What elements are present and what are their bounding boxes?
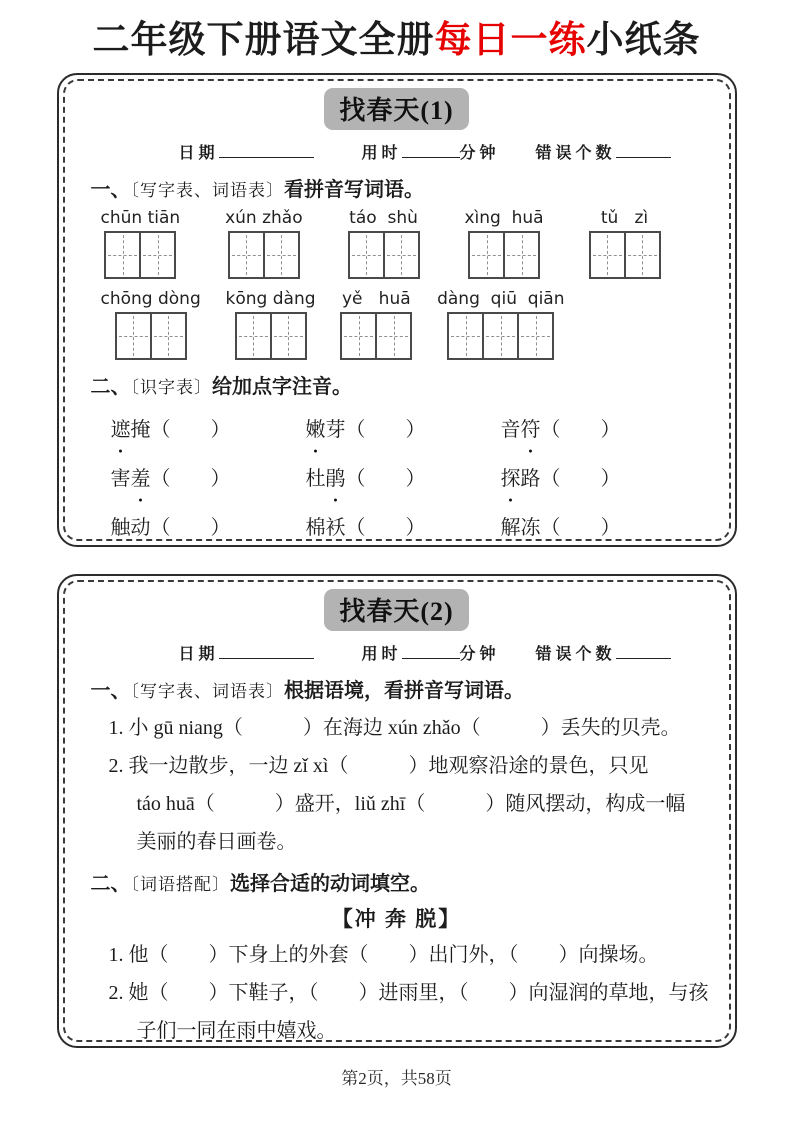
- pinyin-label: dàng qiū qiān: [437, 288, 565, 309]
- character: 动: [130, 516, 151, 539]
- tianzige-cell: [150, 312, 187, 360]
- sentence-line: 2. 我一边散步，一边 zǐ xì（ ）地观察沿途的景色，只见: [108, 754, 649, 777]
- pinyin-word-group: [101, 208, 181, 279]
- pinyin-label: xìng huā: [464, 207, 544, 228]
- annotate-entry: [501, 462, 696, 491]
- answer-blank-parens: （ ）: [345, 467, 426, 490]
- card-2-question-2-lines: [91, 936, 709, 1042]
- dotted-character: 羞 ●: [131, 462, 151, 491]
- annotate-row: [91, 462, 703, 491]
- character: 棉: [305, 516, 326, 539]
- sentence-line: 1. 他（ ）下身上的外套（ ）出门外，（ ）向操场。: [108, 943, 659, 966]
- errors-label: 错误个数: [535, 645, 616, 663]
- annotate-entry: [111, 462, 306, 491]
- character: 音: [500, 418, 521, 441]
- date-label: 日期: [178, 144, 219, 162]
- pinyin-label: táo shù: [349, 207, 418, 228]
- writing-grid: [589, 231, 661, 279]
- tianzige-cell: [139, 231, 176, 279]
- tianzige-cell: [104, 231, 141, 279]
- errors-label: 错误个数: [535, 144, 616, 162]
- pinyin-label: yě huā: [341, 288, 411, 309]
- tianzige-cell: [383, 231, 420, 279]
- tianzige-cell: [624, 231, 661, 279]
- sentence-line: 子们一同在雨中嬉戏。: [136, 1019, 337, 1042]
- worksheet-card-2: [57, 574, 737, 1048]
- annotate-row: [91, 511, 703, 540]
- answer-blank-parens: （ ）: [540, 467, 621, 490]
- annotate-row: [91, 413, 703, 442]
- pinyin-word-group: [226, 289, 316, 360]
- question-number: 一、: [90, 178, 131, 201]
- question-text: 根据语境，看拼音写词语。: [284, 679, 524, 702]
- card-2-meta-line: [91, 641, 703, 664]
- card-2-title-badge: 找春天(2): [324, 589, 468, 631]
- pinyin-word-group: [589, 208, 661, 279]
- word-bank: 【冲 奔 脱】: [331, 906, 462, 931]
- minutes-label: 分钟: [459, 144, 500, 162]
- question-text: 看拼音写词语。: [284, 178, 424, 201]
- date-blank: [219, 642, 314, 659]
- tianzige-cell: [235, 312, 272, 360]
- time-blank: [402, 642, 460, 659]
- sentence-line: 1. 小 gū niang（ ）在海边 xún zhǎo（ ）丢失的贝壳。: [108, 716, 681, 739]
- page-title-right: 小纸条: [586, 20, 701, 61]
- annotate-entry: [111, 413, 306, 442]
- question-number: 二、: [90, 375, 131, 398]
- character: 路: [520, 467, 541, 490]
- tianzige-cell: [115, 312, 152, 360]
- pinyin-label: chūn tiān: [100, 207, 181, 228]
- dotted-character: 探 ●: [501, 462, 521, 491]
- pinyin-grid-row-2: [91, 289, 703, 360]
- worksheet-card-1: [57, 73, 737, 547]
- card-1-meta-line: [91, 140, 703, 163]
- annotate-entry: [501, 413, 696, 442]
- character: 杜: [305, 467, 326, 490]
- pinyin-word-group: [101, 289, 201, 360]
- pinyin-label: tǔ zì: [600, 207, 649, 228]
- dotted-character: 鹃 ●: [326, 462, 346, 491]
- pinyin-word-group: [464, 208, 543, 279]
- card-1-question-1-heading: [91, 173, 703, 202]
- dotted-character: 袄 ●: [326, 511, 346, 540]
- question-tag: 〔词语搭配〕: [130, 874, 230, 894]
- card-2-question-1-heading: [91, 674, 703, 703]
- tianzige-cell: [447, 312, 484, 360]
- dotted-character: 解 ●: [501, 511, 521, 540]
- minutes-label: 分钟: [459, 645, 500, 663]
- answer-blank-parens: （ ）: [345, 516, 426, 539]
- annotate-entry: [501, 511, 696, 540]
- character: 芽: [325, 418, 346, 441]
- dotted-character: 遮 ●: [111, 413, 131, 442]
- tianzige-cell: [375, 312, 412, 360]
- sentence-line: táo huā（ ）盛开，liǔ zhī（ ）随风摆动，构成一幅: [136, 792, 686, 815]
- errors-blank: [616, 642, 671, 659]
- tianzige-cell: [340, 312, 377, 360]
- pinyin-word-group: [437, 289, 564, 360]
- tianzige-cell: [589, 231, 626, 279]
- card-2-inner: [63, 580, 731, 1042]
- dotted-character: 触 ●: [111, 511, 131, 540]
- writing-grid: [468, 231, 540, 279]
- tianzige-cell: [468, 231, 505, 279]
- annotate-entry: [306, 511, 501, 540]
- answer-blank-parens: （ ）: [540, 516, 621, 539]
- answer-blank-parens: （ ）: [540, 418, 621, 441]
- writing-grid: [447, 312, 554, 360]
- tianzige-cell: [503, 231, 540, 279]
- time-label: 用时: [361, 144, 402, 162]
- pinyin-word-group: [225, 208, 303, 279]
- dotted-character: 符 ●: [521, 413, 541, 442]
- pinyin-word-group: [348, 208, 420, 279]
- tianzige-cell: [348, 231, 385, 279]
- answer-blank-parens: （ ）: [150, 418, 231, 441]
- annotate-entry: [306, 462, 501, 491]
- character: 冻: [520, 516, 541, 539]
- character: 掩: [130, 418, 151, 441]
- date-blank: [219, 141, 314, 158]
- annotate-entry: [306, 413, 501, 442]
- dotted-character: 嫩 ●: [306, 413, 326, 442]
- page-title-highlight: 每日一练: [434, 20, 587, 61]
- time-label: 用时: [361, 645, 402, 663]
- errors-blank: [616, 141, 671, 158]
- pinyin-grid-row-1: [91, 208, 703, 279]
- pinyin-label: kōng dàng: [225, 288, 316, 309]
- pinyin-label: chōng dòng: [100, 288, 201, 309]
- question-tag: 〔识字表〕: [130, 377, 212, 397]
- card-2-question-1-lines: [91, 709, 703, 861]
- writing-grid: [348, 231, 420, 279]
- answer-blank-parens: （ ）: [345, 418, 426, 441]
- character: 害: [110, 467, 131, 490]
- tianzige-cell: [270, 312, 307, 360]
- writing-grid: [115, 312, 187, 360]
- writing-grid: [340, 312, 412, 360]
- annotate-entry: [111, 511, 306, 540]
- sentence-line: 2. 她（ ）下鞋子，（ ）进雨里，（ ）向湿润的草地，与孩: [108, 981, 709, 1004]
- question-text: 给加点字注音。: [212, 375, 352, 398]
- tianzige-cell: [263, 231, 300, 279]
- time-blank: [402, 141, 460, 158]
- tianzige-cell: [228, 231, 265, 279]
- pinyin-word-group: [340, 289, 412, 360]
- card-1-question-2-heading: [91, 370, 703, 399]
- tianzige-cell: [517, 312, 554, 360]
- question-tag: 〔写字表、词语表〕: [130, 681, 284, 701]
- card-2-question-2-heading: [91, 867, 703, 896]
- answer-blank-parens: （ ）: [150, 467, 231, 490]
- pinyin-label: xún zhǎo: [225, 207, 303, 228]
- sentence-line: 美丽的春日画卷。: [136, 830, 297, 853]
- tianzige-cell: [482, 312, 519, 360]
- annotate-rows: [91, 413, 703, 540]
- page-title-left: 二年级下册语文全册: [92, 20, 435, 61]
- question-tag: 〔写字表、词语表〕: [130, 180, 284, 200]
- date-label: 日期: [178, 645, 219, 663]
- question-number: 一、: [90, 679, 131, 702]
- page-footer: 第2页，共58页: [341, 1068, 452, 1088]
- answer-blank-parens: （ ）: [150, 516, 231, 539]
- writing-grid: [228, 231, 300, 279]
- writing-grid: [235, 312, 307, 360]
- question-number: 二、: [90, 872, 131, 895]
- worksheet-page: [0, 20, 793, 1142]
- page-title: [0, 20, 793, 63]
- writing-grid: [104, 231, 176, 279]
- question-text: 选择合适的动词填空。: [230, 872, 430, 895]
- card-1-title-badge: 找春天(1): [324, 88, 468, 130]
- card-1-inner: [63, 79, 731, 541]
